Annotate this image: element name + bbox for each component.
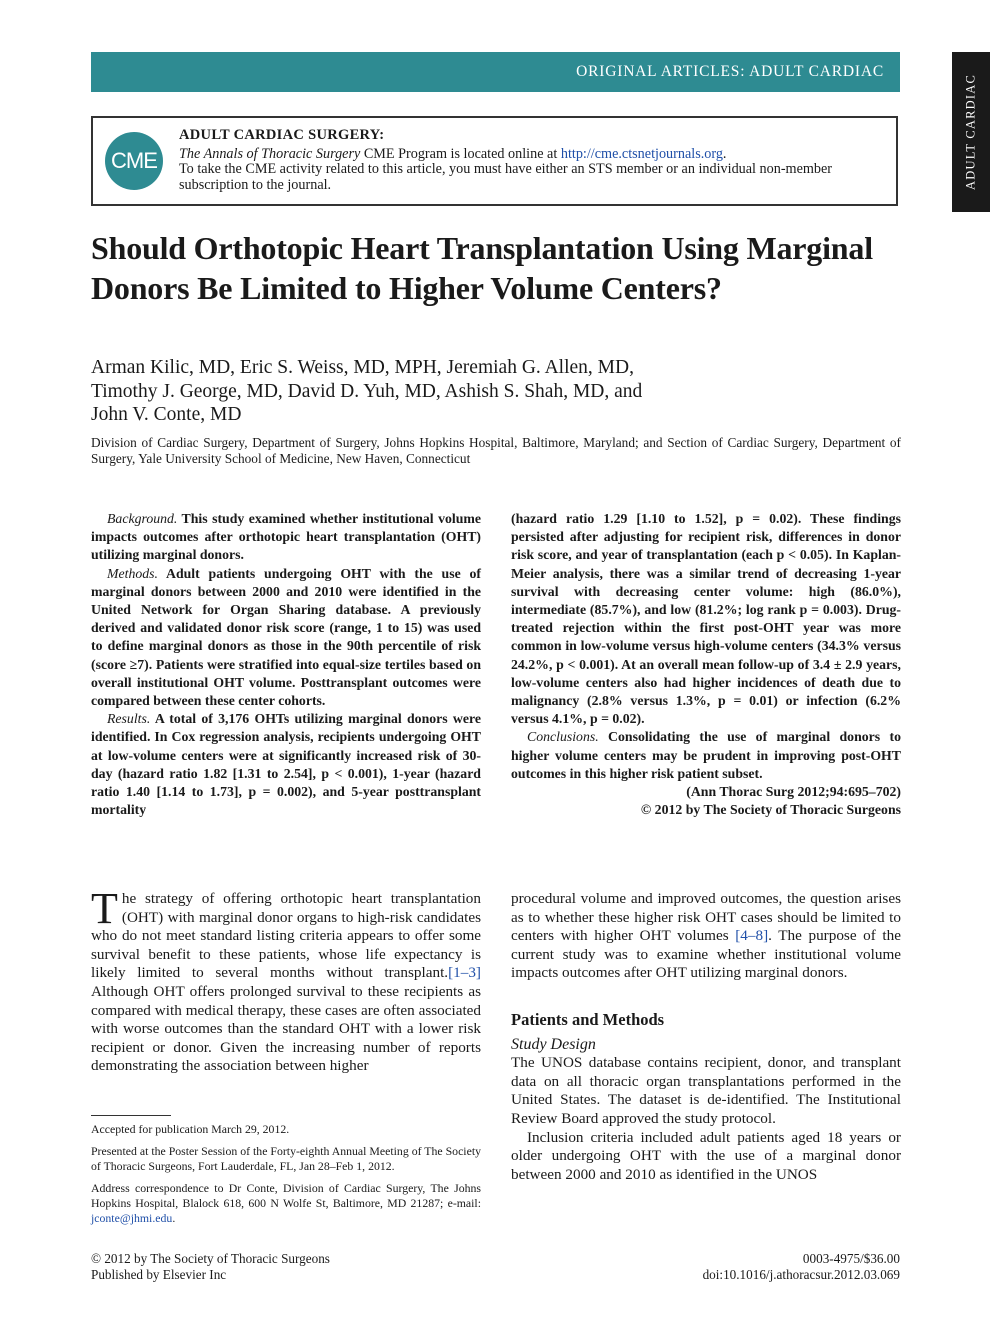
- abstract-copyright: © 2012 by The Society of Thoracic Surgeons: [640, 802, 901, 818]
- background-text: This study examined whether institutional volume impacts outcomes after orthotopic heart transplantation (OHT) utilizing marginal donors.: [91, 511, 481, 563]
- banner-text: ORIGINAL ARTICLES: ADULT CARDIAC: [576, 63, 884, 80]
- citation: (Ann Thorac Surg 2012;94:695–702): [686, 784, 901, 800]
- body-left-column: [91, 884, 481, 1076]
- footnote-rule: [91, 1115, 171, 1116]
- section-banner: [91, 52, 900, 92]
- cme-text: [179, 128, 859, 193]
- cme-line1: CME Program is located online at: [360, 145, 561, 162]
- footnote-presented: Presented at the Poster Session of the Forty-eighth Annual Meeting of The Society of Thoracic Surgeons, Fort Lauderdale, FL, Jan 28–Feb 1, 2012.: [91, 1144, 481, 1173]
- article-title: Should Orthotopic Heart Transplantation Using Marginal Donors Be Limited to Higher Volume Centers?: [91, 230, 873, 306]
- intro-text-cont: Although OHT offers prolonged survival to these recipients as compared with medical therapy, these cases are often associated with worse outcomes than the standard OHT with a lower risk recipient or donor. Given the increasing number of reports demonstrating the association between higher: [91, 982, 481, 1075]
- footer-left: [91, 1251, 330, 1282]
- conclusions-text: Consolidating the use of marginal donors to higher volume centers may be prudent in improving post-OHT outcomes in this higher risk patient subset.: [511, 729, 901, 781]
- study-paragraph: The UNOS database contains recipient, donor, and transplant data on all thoracic organ transplantations performed in the United States. The dataset is de-identified. The Institutional Review Board approved the study protocol.: [511, 1054, 901, 1127]
- right-text-cont: . The purpose of the current study was to examine whether institutional volume impacts outcomes after OHT utilizing marginal donors.: [511, 927, 901, 982]
- footnote-accepted: Accepted for publication March 29, 2012.: [91, 1122, 290, 1136]
- reference-link[interactable]: [1–3]: [448, 964, 481, 982]
- results-text-right: (hazard ratio 1.29 [1.10 to 1.52], p = 0.02). These findings persisted after adjusting for recipient risk, differences in donor risk score, and year of transplantation (each p < 0.05). In Kaplan-Meier analysis, there was a similar trend of decreasing 1-year survival with decreasing center volume: high (86.0%), intermediate (85.7%), and low (81.2%; log rank p = 0.003). Drug-treated rejection within the first post-OHT year was more common in low-volume versus high-volume centers (34.3% versus 24.2%, p < 0.001). At an overall mean follow-up of 3.4 ± 2.9 years, low-volume centers also had higher incidences of death due to malignancy (2.8% versus 1.3%, p = 0.01) or infection (6.2% versus 4.1%, p = 0.02).: [511, 511, 901, 727]
- abstract-right-column: [511, 510, 901, 819]
- results-text-left: A total of 3,176 OHTs utilizing marginal donors were identified. In Cox regression analysis, recipients undergoing OHT at low-volume centers were at significantly increased risk of 30-day (hazard ratio 1.82 [1.31 to 2.54], p < 0.001), 1-year (hazard ratio 1.40 [1.14 to 1.73], p = 0.002), and 5-year posttransplant mortality: [91, 711, 481, 818]
- methods-text: Adult patients undergoing OHT with the use of marginal donors between 2000 and 2010 were identified in the United Network for Organ Sharing database. A previously derived and validated donor risk score (range, 1 to 15) was used to define marginal donors as those in the 90th percentile of risk (score ≥7). Patients were stratified into equal-size tertiles based on overall institutional OHT volume. Posttransplant outcomes were compared between these center cohorts.: [91, 565, 481, 709]
- author-line: Timothy J. George, MD, David D. Yuh, MD, Ashish S. Shah, MD, and: [91, 380, 643, 402]
- reference-link[interactable]: [4–8]: [735, 927, 769, 945]
- footer-doi: doi:10.1016/j.athoracsur.2012.03.069: [702, 1266, 900, 1282]
- section-heading: Patients and Methods: [511, 1009, 665, 1029]
- conclusions-label: Conclusions.: [527, 729, 599, 745]
- methods-label: Methods.: [107, 565, 158, 581]
- study-paragraph: Inclusion criteria included adult patients aged 18 years or older undergoing OHT with the use of a marginal donor between 2000 and 2010 as identified in the UNOS: [511, 1128, 901, 1183]
- cme-journal: The Annals of Thoracic Surgery: [179, 145, 361, 162]
- author-line: John V. Conte, MD: [91, 404, 242, 425]
- footer-issn: 0003-4975/$36.00: [802, 1251, 900, 1266]
- side-tab-text: ADULT CARDIAC: [963, 74, 978, 190]
- cme-body: [179, 147, 859, 194]
- author-line: Arman Kilic, MD, Eric S. Weiss, MD, MPH, Jeremiah G. Allen, MD,: [91, 357, 634, 378]
- results-label: Results.: [107, 711, 151, 727]
- cme-line1-end: .: [722, 145, 727, 162]
- cme-logo: CME: [105, 132, 163, 190]
- footer-publisher: Published by Elsevier Inc: [91, 1266, 227, 1282]
- footer-copyright: © 2012 by The Society of Thoracic Surgeons: [91, 1251, 330, 1266]
- address-end: .: [172, 1211, 176, 1225]
- author-list: [91, 356, 811, 427]
- abstract-left-column: [91, 510, 481, 819]
- address-text: Address correspondence to Dr Conte, Division of Cardiac Surgery, The Johns Hopkins Hospital, Blalock 618, 600 N Wolfe St, Baltimore, MD 21287; e-mail:: [91, 1181, 481, 1210]
- body-right-column: [511, 890, 901, 1184]
- intro-text: he strategy of offering orthotopic heart transplantation (OHT) with marginal donor organs to high-risk candidates who do not meet standard listing criteria appears to offer some survival benefit to these patients, whose life expectancy is likely limited to several months without transplant.: [91, 890, 481, 982]
- cme-box: [91, 116, 898, 206]
- affiliation: Division of Cardiac Surgery, Department of Surgery, Johns Hopkins Hospital, Baltimore, Maryland; and Section of Cardiac Surgery, Department of Surgery, Yale University School of Medicine, New Haven, Connecticut: [91, 435, 901, 466]
- footer-right: [703, 1251, 900, 1282]
- dropcap: T: [91, 884, 118, 933]
- subsection-heading: Study Design: [511, 1035, 596, 1053]
- cme-line2: To take the CME activity related to this article, you must have either an STS member or an individual non-member subscription to the journal.: [179, 161, 833, 193]
- cme-heading: ADULT CARDIAC SURGERY:: [179, 127, 385, 143]
- footnotes: [91, 1122, 481, 1226]
- background-label: Background.: [107, 511, 178, 526]
- side-tab: [952, 52, 990, 212]
- footnote-address: [91, 1181, 481, 1226]
- email-link[interactable]: jconte@jhmi.edu: [91, 1211, 173, 1225]
- right-text: procedural volume and improved outcomes, the question arises as to whether these higher risk OHT cases should be limited to centers with higher OHT volumes: [511, 890, 901, 945]
- cme-link[interactable]: http://cme.ctsnetjournals.org: [560, 145, 723, 162]
